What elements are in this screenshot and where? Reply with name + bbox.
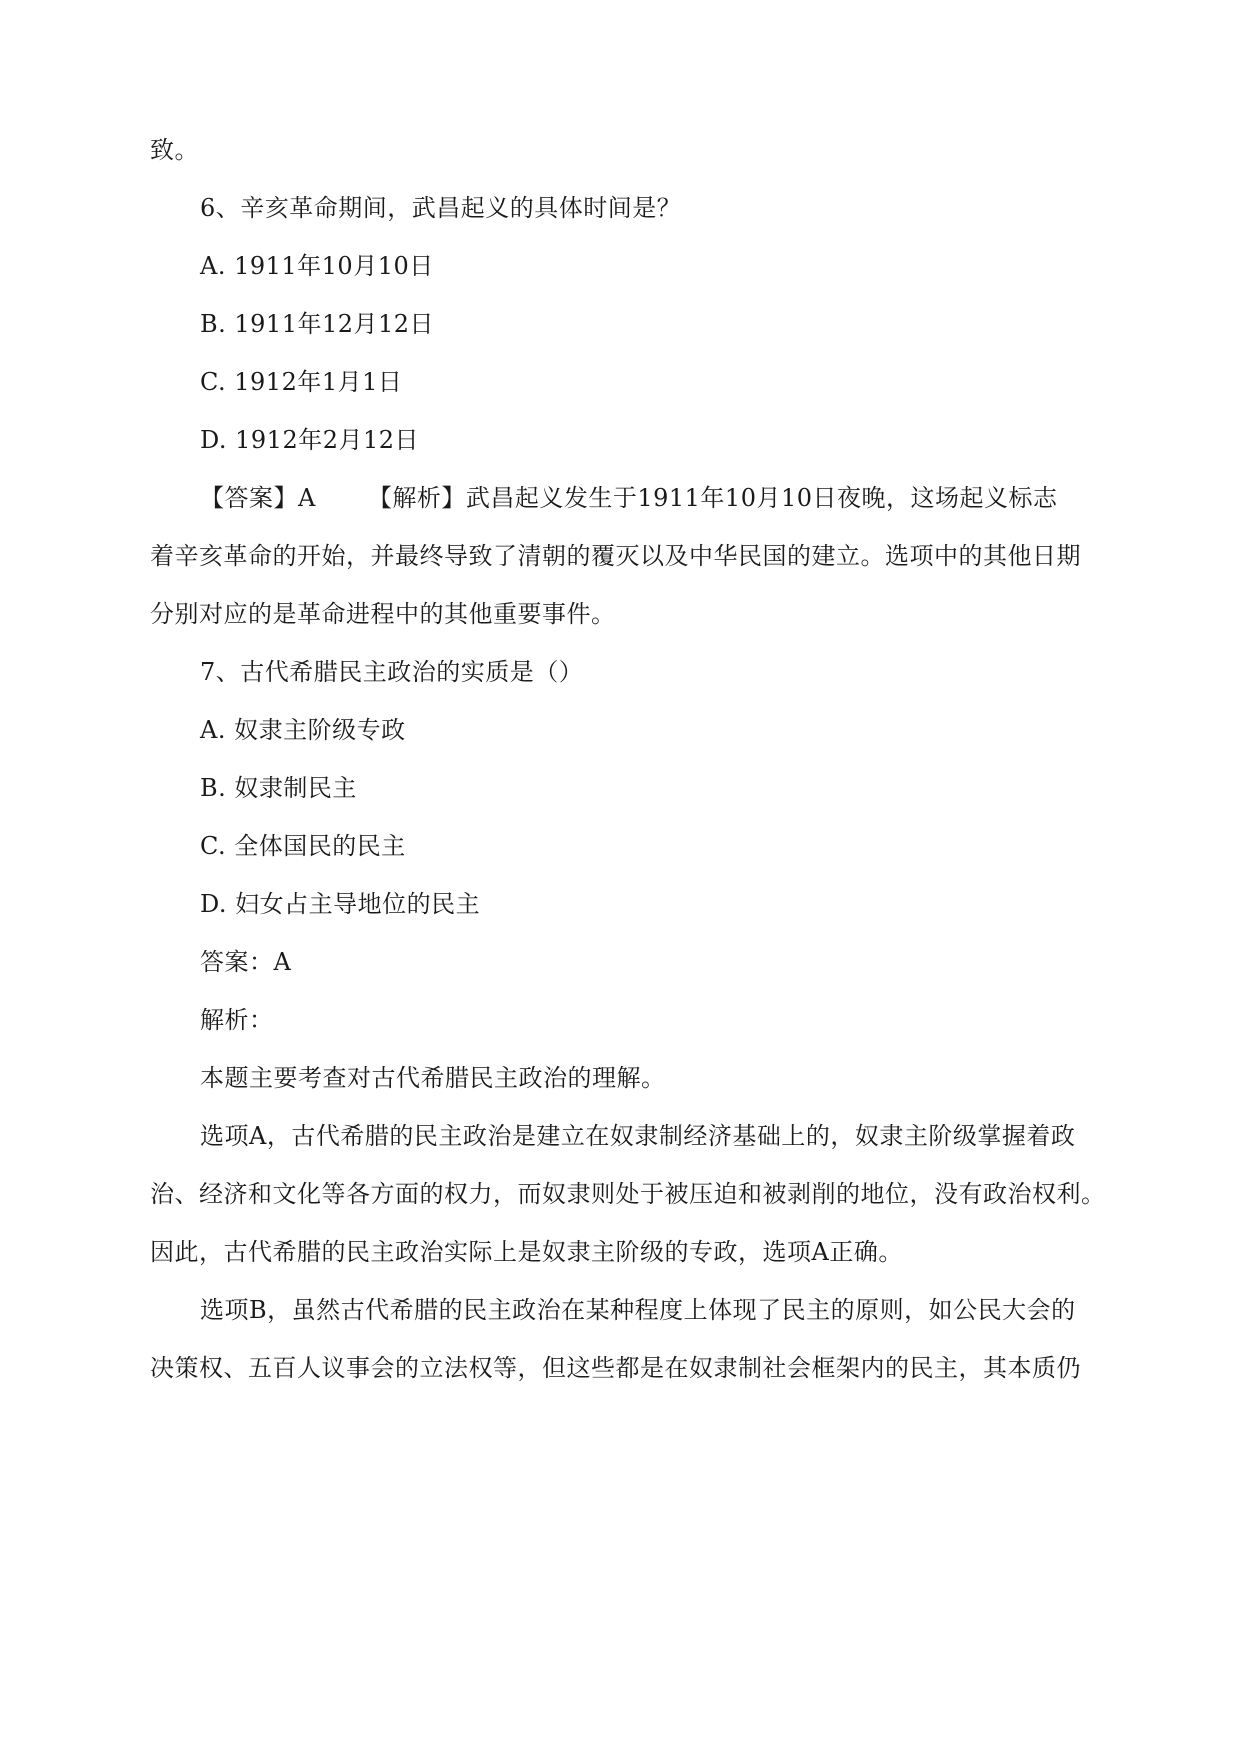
- option-b: B. 1911年12月12日: [200, 310, 435, 338]
- explanation-text: 【解析】武昌起义发生于1911年10月10日夜晚，这场起义标志: [367, 484, 1058, 512]
- option-d: D. 1912年2月12日: [200, 426, 420, 454]
- option-d: D. 妇女占主导地位的民主: [200, 890, 481, 918]
- text-line: 决策权、五百人议事会的立法权等，但这些都是在奴隶制社会框架内的民主，其本质仍: [150, 1354, 1081, 1382]
- text-line: 本题主要考查对古代希腊民主政治的理解。: [200, 1064, 666, 1092]
- text-line: 因此，古代希腊的民主政治实际上是奴隶主阶级的专政，选项A正确。: [150, 1238, 903, 1266]
- option-c: C. 1912年1月1日: [200, 368, 403, 396]
- answer-label: 【答案】A: [200, 484, 316, 512]
- answer-label: 答案：A: [200, 948, 292, 976]
- question-7: 7、古代希腊民主政治的实质是（）: [200, 658, 584, 686]
- text-line: 选项A，古代希腊的民主政治是建立在奴隶制经济基础上的，奴隶主阶级掌握着政: [200, 1122, 1076, 1150]
- option-c: C. 全体国民的民主: [200, 832, 406, 860]
- text-line: 选项B，虽然古代希腊的民主政治在某种程度上体现了民主的原则，如公民大会的: [200, 1296, 1076, 1324]
- text-line: 分别对应的是革命进程中的其他重要事件。: [150, 600, 616, 628]
- answer-explanation-line: [200, 480, 1090, 516]
- text-line: 着辛亥革命的开始，并最终导致了清朝的覆灭以及中华民国的建立。选项中的其他日期: [150, 542, 1081, 570]
- question-6: 6、辛亥革命期间，武昌起义的具体时间是？: [200, 194, 682, 222]
- option-a: A. 奴隶主阶级专政: [200, 716, 406, 744]
- option-b: B. 奴隶制民主: [200, 774, 357, 802]
- text-line: 致。: [150, 136, 199, 164]
- option-a: A. 1911年10月10日: [200, 252, 434, 280]
- explanation-label: 解析：: [200, 1006, 274, 1034]
- text-line: 治、经济和文化等各方面的权力，而奴隶则处于被压迫和被剥削的地位，没有政治权利。: [150, 1180, 1106, 1208]
